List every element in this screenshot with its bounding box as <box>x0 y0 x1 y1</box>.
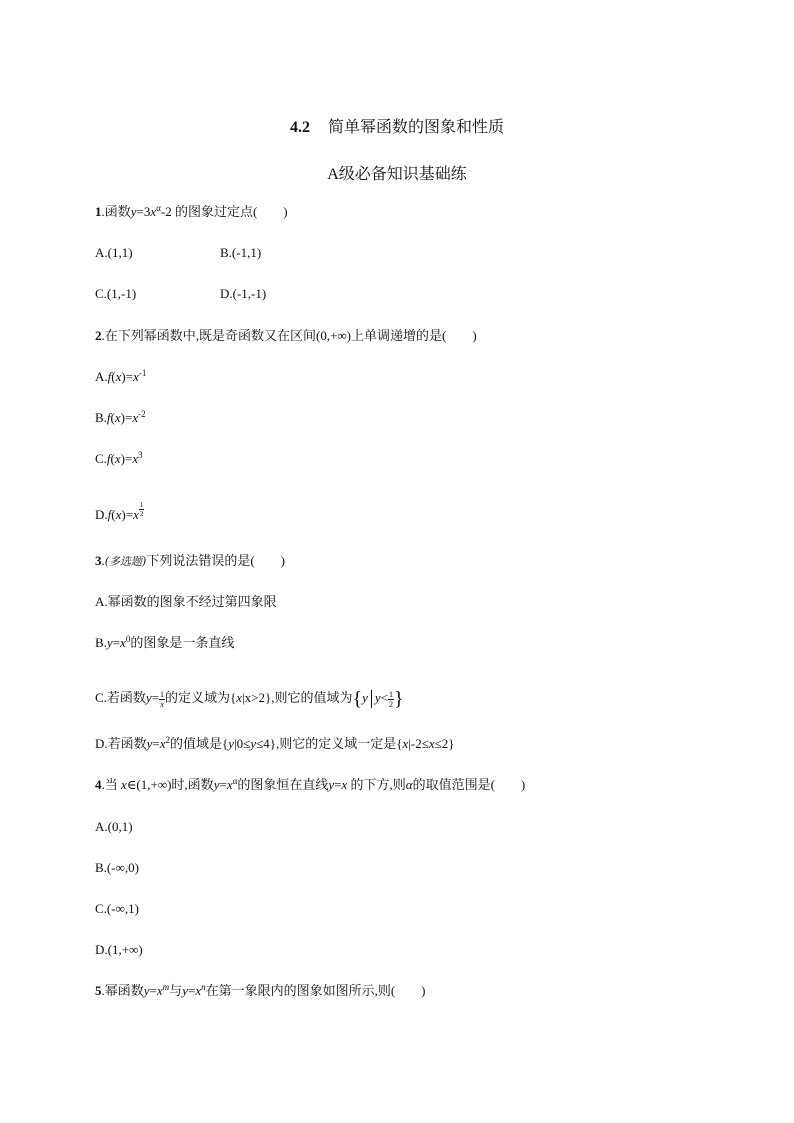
question-3-stem: 3.(多选题)下列说法错误的是( ) <box>95 553 286 568</box>
question-5-stem: 5.幂函数$y=x^m$与$y=x^n$在第一象限内的图象如图所示,则( ) <box>95 982 426 998</box>
section-title: 简单幂函数的图象和性质 <box>327 119 504 136</box>
question-2-stem: 2.在下列幂函数中,既是奇函数又在区间(0,+∞)上单调递增的是( ) <box>95 328 477 343</box>
question-number: 2 <box>95 328 102 343</box>
question-1-option-a: A.(1,1) <box>95 245 133 260</box>
multi-choice-tag: (多选题) <box>104 555 147 568</box>
question-4-option-c: C.(-∞,1) <box>95 901 139 916</box>
question-2-option-c: $C.f(x)=x^3$ <box>95 450 143 466</box>
question-2-option-a: $A.f(x)=x^{-1}$ <box>95 368 147 384</box>
question-3-option-c: C.若函数y= $\frac{1}{x}$ 的定义域为{x|x>2},则它的值域为{y y< $\frac{1}{2}$ } <box>95 688 404 711</box>
question-3-option-a: A.幂函数的图象不经过第四象限 <box>95 594 277 609</box>
page-title <box>0 114 794 137</box>
question-4-stem: 4.当 x∈(1,+∞)时,函数$y=x^\alpha$的图象恒在直线y=x 的下方,则α的取值范围是( ) <box>95 776 526 792</box>
section-subtitle: A级必备知识基础练 <box>327 166 467 183</box>
question-1-stem: 1.函数$y=3x^\alpha-2$ 的图象过定点( ) <box>95 203 288 219</box>
question-4-option-d: D.(1,+∞) <box>95 942 143 957</box>
question-2-option-d: D.f(x)=x $\frac{1}{2}$ <box>95 501 144 522</box>
question-number: 4 <box>95 777 102 792</box>
question-2-option-b: $B.f(x)=x^{-2}$ <box>95 409 146 425</box>
section-number: 4.2 <box>289 119 310 136</box>
question-1-option-d: D.(-1,-1) <box>220 286 267 301</box>
question-4-option-b: B.(-∞,0) <box>95 860 139 875</box>
question-1-option-c: C.(1,-1) <box>95 286 137 301</box>
question-number: 1 <box>95 204 102 219</box>
question-number: 3 <box>95 553 102 568</box>
question-4-option-a: A.(0,1) <box>95 819 133 834</box>
question-3-option-b: $B.y=x^0$的图象是一条直线 <box>95 634 235 650</box>
question-3-option-d: D.若函数$y=x^2$的值域是{y|0≤y≤4},则它的定义域一定是{x|-2≤x≤2} <box>95 735 455 751</box>
question-number: 5 <box>95 983 102 998</box>
question-1-option-b: B.(-1,1) <box>220 245 262 260</box>
